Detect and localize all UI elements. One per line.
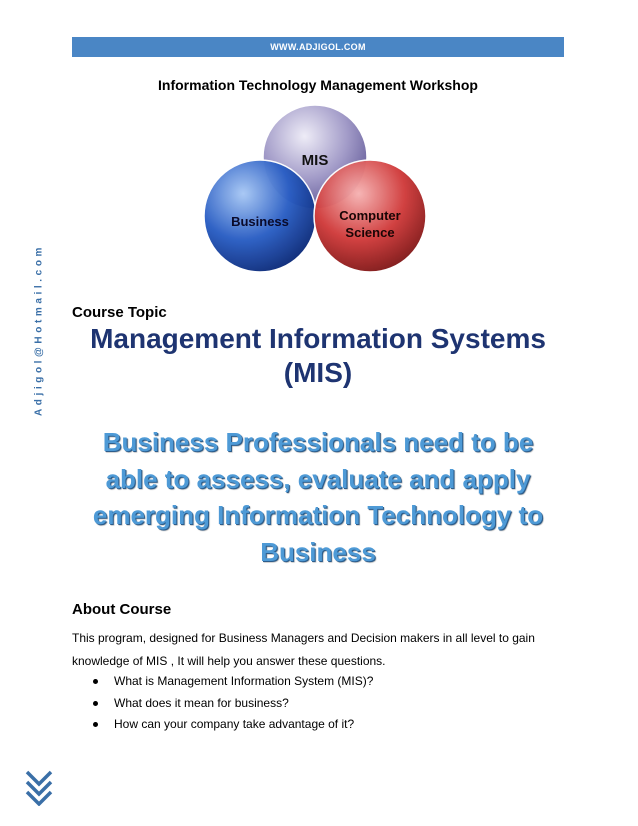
- bullet-icon: [93, 722, 98, 727]
- tagline-line: Business: [260, 536, 376, 567]
- list-item-text: What does it mean for business?: [114, 695, 289, 710]
- tagline-line: able to assess, evaluate and apply: [105, 463, 531, 494]
- list-item-text: What is Management Information System (MIS)?: [114, 674, 374, 688]
- tagline: [72, 424, 564, 570]
- science-label: Science: [345, 225, 395, 240]
- double-chevron-down-icon: [24, 766, 54, 806]
- course-title-line: Management Information Systems: [90, 323, 546, 354]
- website-banner[interactable]: [72, 37, 564, 57]
- email-text[interactable]: Adjigol@Hotmail.com: [33, 243, 45, 417]
- tagline-line: Business Professionals need to be: [102, 427, 534, 457]
- bullet-icon: [93, 679, 98, 684]
- question-list: [72, 671, 572, 736]
- business-label: Business: [231, 214, 289, 229]
- course-title: [72, 322, 564, 390]
- about-course-description: This program, designed for Business Managers and Decision makers in all level to gain knowledge of MIS , It will help you answer these questions.: [72, 631, 535, 668]
- course-title-line: (MIS): [283, 357, 353, 388]
- list-item: [72, 671, 572, 693]
- document-title: Information Technology Management Workshop: [158, 77, 478, 93]
- mis-venn-diagram: [200, 104, 430, 278]
- tagline-line: emerging Information Technology to: [92, 500, 544, 530]
- list-item: [72, 714, 572, 736]
- list-item-text: How can your company take advantage of it?: [114, 717, 355, 731]
- list-item: [72, 693, 572, 715]
- bullet-icon: [93, 701, 98, 706]
- computer-label: Computer: [339, 208, 401, 223]
- about-course-heading: About Course: [72, 601, 172, 618]
- course-topic-label: Course Topic: [72, 304, 167, 321]
- website-url[interactable]: WWW.ADJIGOL.COM: [270, 42, 366, 52]
- mis-label: MIS: [301, 152, 329, 169]
